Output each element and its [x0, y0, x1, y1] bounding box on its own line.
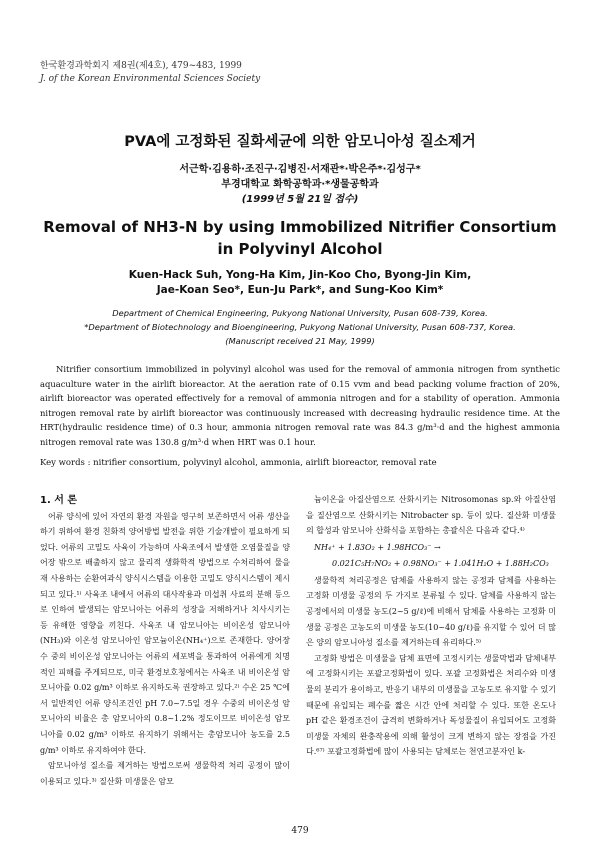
korean-received: (1999년 5월 21일 접수) — [241, 194, 359, 205]
left-paragraph-2: 암모니아성 질소를 제거하는 방법으로써 생물학적 처리 공정이 많이 이용되고 있다.³⁾ 질산화 미생물은 암모 — [40, 761, 290, 786]
korean-authors: 서근학·김용하·조진구·김병진·서재관*·박은주*·김성구* — [179, 164, 421, 175]
english-affiliations — [40, 306, 560, 348]
abstract-text: Nitrifier consortium immobilized in polyvinyl alcohol was used for the removal of ammonia nitrogen from synthetic aquaculture water in the airlift bioreactor. At the aeration rate of 0.15 vvm and bead packing volume fraction of 20%, airlift bioreactor was operated effectively for a removal of ammonia nitrogen and for a stability of operation. Ammonia nitrogen removal rate by airlift bioreactor was continuously increased with decreasing hydraulic residence time. At the HRT(hydraulic residence time) of 0.3 hour, ammonia nitrogen removal rate was 84.3 g/m³·d and the highest ammonia nitrogen removal rate was 130.8 g/m³·d when HRT was 0.1 hour. — [40, 364, 560, 447]
english-title-line1: Removal of NH3-N by using Immobilized Nitrifier Consortium — [43, 218, 557, 236]
korean-authors-block — [0, 162, 600, 207]
english-received: (Manuscript received 21 May, 1999) — [225, 336, 375, 346]
section-heading-introduction: 1. 서 론 — [40, 495, 78, 506]
korean-title: PVA에 고정화된 질화세균에 의한 암모니아성 질소제거 — [124, 134, 476, 150]
english-authors — [40, 268, 560, 298]
right-paragraph-1: 늄이온을 아질산염으로 산화시키는 Nitrosomonas sp.와 아질산염을 질산염으로 산화시키는 Nitrobacter sp. 등이 있다. 질산화 미생물의 합성과 암모니아 산화식을 포함하는 총괄식은 다음과 같다.⁴⁾ — [306, 495, 556, 536]
left-column — [40, 493, 290, 789]
keywords: Key words : nitrifier consortium, polyvinyl alcohol, ammonia, airlift bioreactor, removal rate — [40, 458, 437, 468]
equation-line2: 0.021C₅H₇NO₂ + 0.98NO₃⁻ + 1.041H₂O + 1.88H₂CO₃ — [332, 558, 549, 568]
right-column — [306, 492, 556, 760]
journal-header — [40, 60, 260, 86]
journal-line-ko: 한국환경과학회지 제8권(제4호), 479~483, 1999 — [40, 61, 242, 71]
korean-affiliation: 부경대학교 화학공학과·*생물공학과 — [221, 179, 379, 190]
left-paragraph-1: 어류 양식에 있어 자연의 환경 자원을 영구히 보존하면서 어류 생산을 하기 위하여 환경 친화적 양어방법 발전을 위한 기술개발이 필요하게 되었다. 어류의 고밀도 사육이 가능하며 사육조에서 발생한 오염물질을 양어장 밖으로 배출하지 않고 물리적 생화학적 방법으로 수처리하여 물을 재 사용하는 순환여과식 양식시스템을 이용한 고밀도 양식시스템이 제시되고 있다.¹⁾ 사육조 내에서 어류의 대사작용과 미섭취 사료의 분해 등으로 인하여 발생되는 암모니아는 어류의 성장을 저해하거나 치사시키는 등 유해한 영향을 끼친다. 사육조 내 암모니아는 비이온성 암모니아(NH₃)와 이온성 암모니아인 암모늄이온(NH₄⁺)으로 존재한다. 양어장 수 중의 비이온성 암모니아는 어류의 세포벽을 통과하여 어류에게 치명적인 피해를 주게되므로, 미국 환경보호청에서는 사육조 내 비이온성 암모니아를 0.02 g/m³ 이하로 유지하도록 권장하고 있다.²⁾ 수온 25 ℃에서 일반적인 어류 양식조건인 pH 7.0~7.5일 경우 수중의 비이온성 암모니아의 비율은 총 암모니아의 0.8~1.2% 정도이므로 비이온성 암모니아를 0.02 g/m³ 이하로 유지하기 위해서는 총암모니아 농도를 2.5 g/m³ 이하로 유지하여야 한다. — [40, 511, 290, 755]
english-title-line2: in Polyvinyl Alcohol — [217, 240, 383, 258]
equation-line1: NH₄⁺ + 1.83O₂ + 1.98HCO₃⁻ → — [314, 542, 441, 552]
abstract — [40, 362, 560, 450]
journal-line-en: J. of the Korean Environmental Sciences Society — [40, 74, 261, 84]
english-title — [40, 216, 560, 260]
right-paragraph-2: 생물학적 처리공정은 담체를 사용하지 않는 공정과 담체를 사용하는 고정화 미생물 공정의 두 가지로 분류될 수 있다. 담체를 사용하지 않는 공정에서의 미생물 농도(2~5 g/ℓ)에 비해서 담체를 사용하는 고정화 미생물 공정은 고농도의 미생물 농도(10~40 g/ℓ)를 유지할 수 있어 더 많은 양의 암모니아성 질소를 제거하는데 유리하다.⁵⁾ — [306, 575, 556, 648]
page-number: 479 — [291, 826, 309, 836]
affiliation-2: *Department of Biotechnology and Bioengineering, Pukyong National University, Pusan 608-737, Korea. — [84, 322, 516, 332]
english-authors-line2: Jae-Koan Seo*, Eun-Ju Park*, and Sung-Koo Kim* — [156, 284, 444, 296]
right-paragraph-3: 고정화 방법은 미생물을 담체 표면에 고정시키는 생물막법과 담체내부에 고정화시키는 포괄고정화법이 있다. 포괄 고정화법은 처리수와 미생물의 분리가 용이하고, 반응기 내부의 미생물을 고농도로 유지할 수 있기 때문에 유입되는 폐수를 짧은 시간 안에 처리할 수 있다. 또한 온도나 pH 같은 환경조건이 급격히 변화하거나 독성물질이 유입되어도 고정화 미생물 자체의 완충작용에 의해 활성이 크게 변하지 않는 장점을 가진다.⁶⁷⁾ 포괄고정화법에 많이 사용되는 담체로는 천연고분자인 k- — [306, 653, 556, 757]
affiliation-1: Department of Chemical Engineering, Pukyong National University, Pusan 608-739, Korea. — [112, 308, 488, 318]
english-authors-line1: Kuen-Hack Suh, Yong-Ha Kim, Jin-Koo Cho, Byong-Jin Kim, — [128, 269, 472, 281]
